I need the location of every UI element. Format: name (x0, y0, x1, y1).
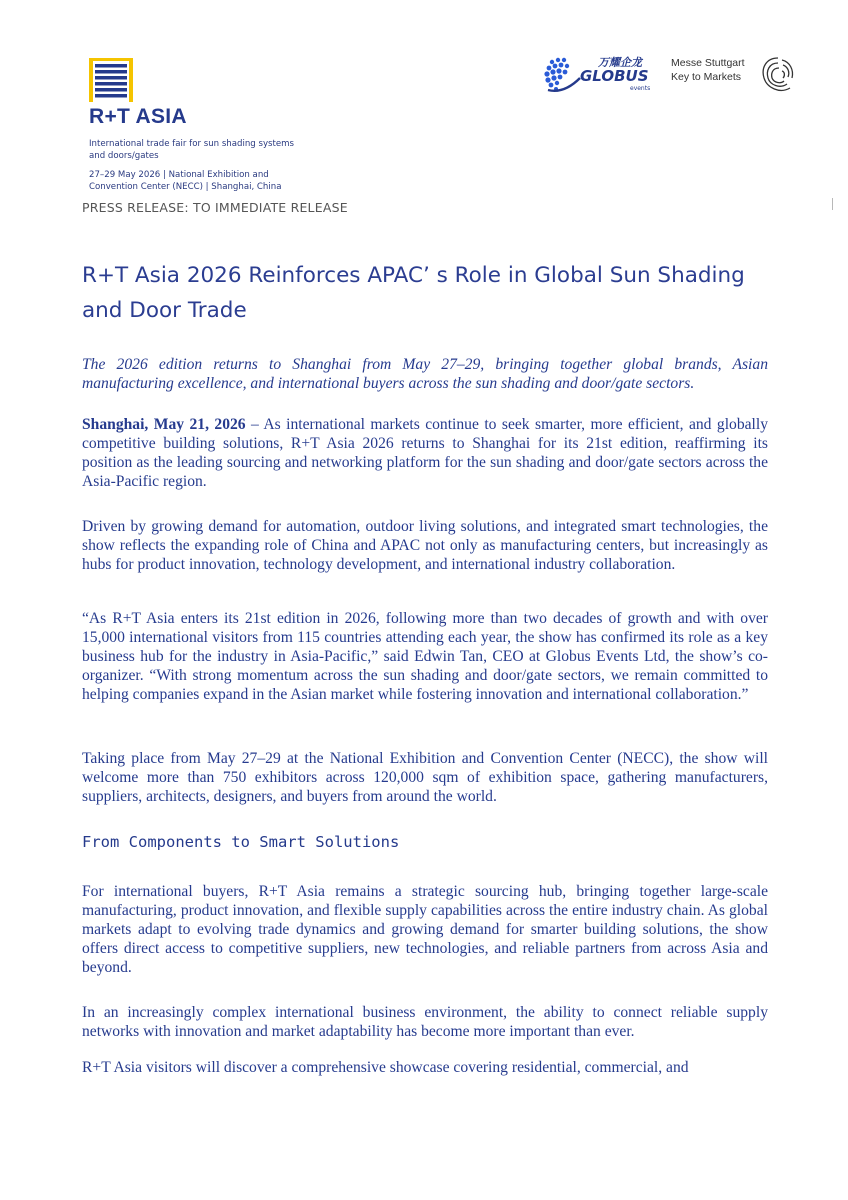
headline (82, 258, 782, 328)
paragraph (82, 415, 768, 491)
rt-asia-event-info (89, 169, 281, 193)
paragraph-quote: “As R+T Asia enters its 21st edition in 2026, following more than two decades of growth and with over 15,000 international visitors from 115 countries attending each year, the show has confirmed its role as a key business hub for the industry in Asia-Pacific,” said Edwin Tan, CEO at Globus Events Ltd, the show’s co-organizer. “With strong momentum across the sun shading and door/gate sectors, we remain committed to helping companies expand in the Asian market while fostering innovation and international collaboration.” (82, 610, 768, 703)
rt-stripes-emblem-icon (89, 58, 133, 102)
paragraph-text: – As international markets continue to seek smarter, more efficient, and globally competitive building solutions, R+T Asia 2026 returns to Shanghai for its 21st edition, reaffirming its position as the leading sourcing and networking platform for the sun shading and door/gate sectors across the Asia-Pacific region. (82, 416, 768, 490)
paragraph: Taking place from May 27–29 at the National Exhibition and Convention Center (NECC), the show will welcome more than 750 exhibitors across 120,000 sqm of exhibition space, gathering manufacturers, suppliers, architects, designers, and buyers from around the world. (82, 750, 768, 805)
headline-line: and Door Trade (82, 298, 247, 323)
rt-asia-wordmark: R+T ASIA (89, 105, 187, 128)
spiral-icon (758, 54, 798, 98)
messe-name: Messe Stuttgart (671, 57, 745, 69)
rt-asia-logo (89, 58, 299, 198)
messe-stuttgart-logo (671, 54, 801, 100)
headline-line: R+T Asia 2026 Reinforces APAC’ s Role in Global Sun Shading (82, 263, 745, 288)
subheadline: The 2026 edition returns to Shanghai from May 27–29, bringing together global brands, Asian manufacturing excellence, and international buyers across the sun shading and door/gate sectors. (82, 356, 768, 392)
dotted-globe-icon (542, 54, 582, 94)
messe-tagline: Key to Markets (671, 71, 742, 83)
margin-mark (832, 198, 833, 210)
tagline-line: International trade fair for sun shading systems (89, 139, 295, 149)
rt-asia-tagline (89, 138, 294, 162)
event-line: Convention Center (NECC) | Shanghai, China (89, 182, 282, 192)
event-line: 27–29 May 2026 | National Exhibition and (89, 170, 269, 180)
globus-wordmark: GLOBUS (580, 67, 649, 85)
press-release-label: PRESS RELEASE: TO IMMEDIATE RELEASE (82, 200, 348, 215)
paragraph: R+T Asia visitors will discover a comprehensive showcase covering residential, commercial, and (82, 1059, 689, 1076)
globus-chinese-name: 万耀企龙 (598, 56, 642, 69)
globus-events-logo (542, 54, 652, 98)
paragraph: In an increasingly complex international business environment, the ability to connect reliable supply networks with innovation and market adaptability has become more important than ever. (82, 1004, 768, 1040)
tagline-line: and doors/gates (89, 151, 159, 161)
section-heading: From Components to Smart Solutions (82, 833, 400, 851)
paragraph: Driven by growing demand for automation, outdoor living solutions, and integrated smart technologies, the show reflects the expanding role of China and APAC not only as manufacturing centers, but increasingly as hubs for product innovation, technology development, and international industry collaboration. (82, 518, 768, 573)
paragraph: For international buyers, R+T Asia remains a strategic sourcing hub, bringing together large-scale manufacturing, product innovation, and flexible supply capabilities across the entire industry chain. As global markets adapt to evolving trade dynamics and growing demand for smarter building solutions, the show offers direct access to competitive suppliers, new technologies, and reliable partners from across Asia and beyond. (82, 883, 768, 976)
dateline: Shanghai, May 21, 2026 (82, 416, 246, 433)
globus-sub: events (630, 85, 651, 92)
